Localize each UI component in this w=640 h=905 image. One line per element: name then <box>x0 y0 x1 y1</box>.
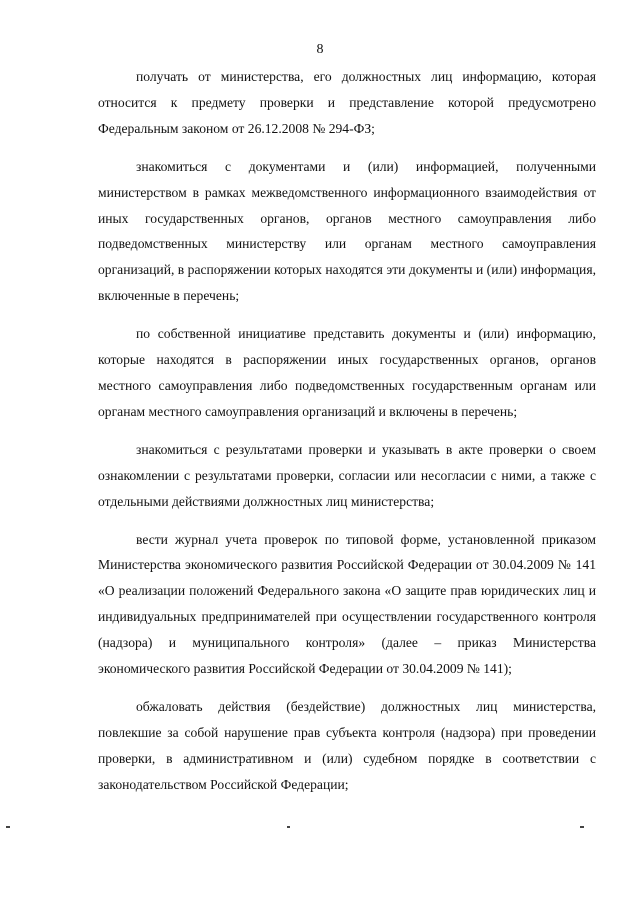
paragraph-appeal-actions: обжаловать действия (бездействие) должностных лиц министерства, повлекшие за собой нарушение прав субъекта контроля (надзора) при проведении проверки, в административном и (или) судебном порядке в соответствии с законодательством Российской Федерации; <box>98 698 596 792</box>
paragraph-request-information: получать от министерства, его должностных лиц информацию, которая относится к предмету проверки и представление которой предусмотрено Федеральным законом от 26.12.2008 № 294-ФЗ; <box>98 69 596 136</box>
page-number: 8 <box>316 42 324 57</box>
paragraph-review-results: знакомиться с результатами проверки и указывать в акте проверки о своем ознакомлении с результатами проверки, согласии или несогласии с ними, а также с отдельными действиями должностных лиц министерства; <box>98 441 596 509</box>
paragraph-inspection-log: вести журнал учета проверок по типовой форме, установленной приказом Министерства экономического развития Российской Федерации от 30.04.2009 № 141 «О реализации положений Федерального закона «О защите прав юридических лиц и индивидуальных предпринимателей при осуществлении государственного контроля (надзора) и муниципального контроля» (далее – приказ Министерства экономического развития Российской Федерации от 30.04.2009 № 141); <box>98 531 596 677</box>
document-body <box>98 64 596 810</box>
scan-mark-right <box>580 826 584 828</box>
scan-mark-left <box>6 826 10 828</box>
paragraph-submit-documents: по собственной инициативе представить документы и (или) информацию, которые находятся в распоряжении иных государственных органов, органов местного самоуправления либо подведомственных государственным органам или органам местного самоуправления организаций и включены в перечень; <box>98 326 596 419</box>
paragraph-review-documents: знакомиться с документами и (или) информацией, полученными министерством в рамках межведомственного информационного взаимодействия от иных государственных органов, органов местного самоуправления либо подведомственных министерству или органам местного самоуправления организаций, в распоряжении которых находятся эти документы и (или) информация, включенные в перечень; <box>98 158 596 304</box>
scan-mark-middle <box>287 826 290 828</box>
